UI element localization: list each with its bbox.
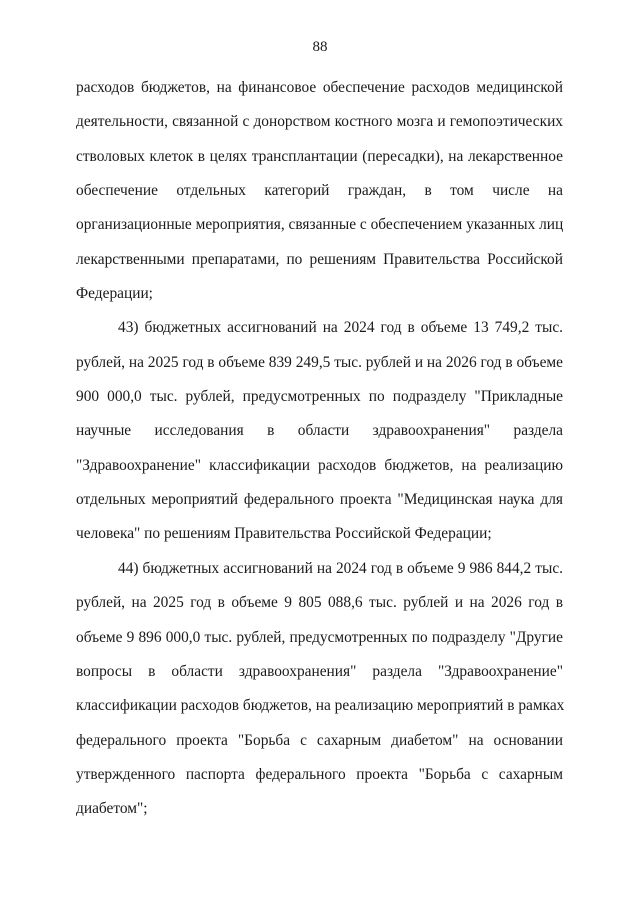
text-line: организационные мероприятия, связанные с обеспечением указанных лиц (76, 216, 564, 234)
document-body (76, 76, 563, 832)
text-line: деятельности, связанной с донорством костного мозга и гемопоэтических (76, 113, 563, 131)
text-line: отдельных мероприятий федерального проекта "Медицинская наука для (76, 491, 563, 509)
text-line: классификации расходов бюджетов, на реализацию мероприятий в рамках (76, 697, 565, 715)
text-line: научные исследования в области здравоохранения" раздела (76, 422, 563, 440)
text-line: утвержденного паспорта федерального проекта "Борьба с сахарным (76, 765, 563, 783)
text-line: 44) бюджетных ассигнований на 2024 год в объеме 9 986 844,2 тыс. (118, 559, 563, 577)
text-line: рублей, на 2025 год в объеме 9 805 088,6 тыс. рублей и на 2026 год в (76, 594, 563, 612)
text-line: "Здравоохранение" классификации расходов бюджетов, на реализацию (76, 456, 563, 474)
text-line: расходов бюджетов, на финансовое обеспечение расходов медицинской (76, 79, 563, 96)
text-line: федерального проекта "Борьба с сахарным диабетом" на основании (76, 731, 563, 749)
text-line: обеспечение отдельных категорий граждан, в том числе на (76, 182, 563, 200)
text-line: 43) бюджетных ассигнований на 2024 год в объеме 13 749,2 тыс. (118, 319, 563, 337)
text-line: Федерации; (76, 285, 153, 303)
text-line: вопросы в области здравоохранения" раздела "Здравоохранение" (76, 662, 563, 680)
text-line: объеме 9 896 000,0 тыс. рублей, предусмотренных по подразделу "Другие (76, 628, 563, 646)
text-line: человека" по решениям Правительства Российской Федерации; (76, 525, 492, 543)
text-line: рублей, на 2025 год в объеме 839 249,5 тыс. рублей и на 2026 год в объеме (76, 353, 563, 371)
page-number: 88 (312, 39, 328, 55)
text-line: лекарственными препаратами, по решениям Правительства Российской (76, 250, 563, 268)
text-line: стволовых клеток в целях трансплантации (пересадки), на лекарственное (76, 147, 563, 165)
text-line: диабетом"; (76, 800, 148, 818)
text-line: 900 000,0 тыс. рублей, предусмотренных по подразделу "Прикладные (76, 388, 563, 406)
